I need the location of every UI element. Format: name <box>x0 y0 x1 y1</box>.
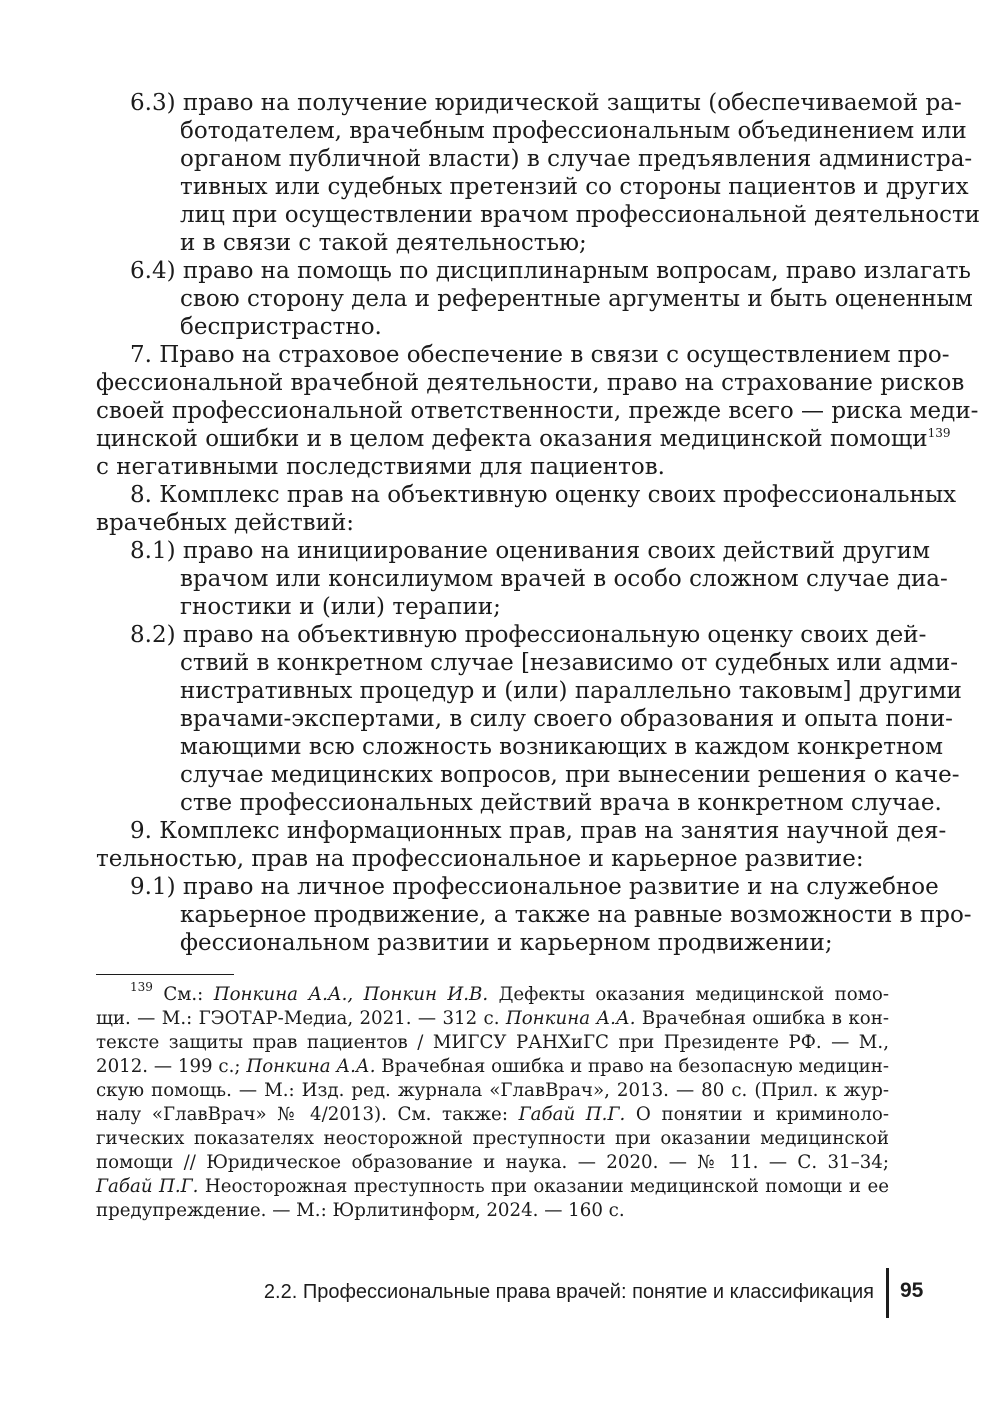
text-line: 6.3) право на получение юридической защиты (обеспечиваемой ра- <box>130 90 962 116</box>
footer-separator <box>886 1268 889 1318</box>
footnote-number: 139 <box>130 980 153 994</box>
footnote-text: См.: <box>163 984 214 1005</box>
footnote-text: Врачебная ошибка в кон- <box>635 1008 889 1029</box>
text-line: ствий в конкретном случае [независимо от судебных или адми- <box>180 650 959 676</box>
text-line: стве профессиональных действий врача в конкретном случае. <box>180 790 942 816</box>
footnote-author: Понкина А.А., Понкин И.В. <box>213 984 489 1005</box>
text-line: 6.4) право на помощь по дисциплинарным вопросам, право излагать <box>130 258 971 284</box>
footnote-line <box>96 1055 889 1079</box>
text-line: тивных или судебных претензий со стороны пациентов и других <box>180 174 969 200</box>
text-line: нистративных процедур и (или) параллельно таковым] другими <box>180 678 962 704</box>
footnote-line <box>130 980 889 1008</box>
footnote-text: Дефекты оказания медицинской помо- <box>488 984 889 1005</box>
footnote-author: Габай П.Г. <box>96 1176 199 1197</box>
footnote-line: тексте защиты прав пациентов / МИГСУ РАНХиГС при Президенте РФ. — М., <box>96 1032 889 1053</box>
text-line: случае медицинских вопросов, при вынесении решения о каче- <box>180 762 960 788</box>
text-line: 8.2) право на объективную профессиональную оценку своих дей- <box>130 622 927 648</box>
footnote-text: Неосторожная преступность при оказании медицинской помощи и ее <box>198 1176 889 1197</box>
text-line: 8. Комплекс прав на объективную оценку своих профессиональных <box>130 482 957 508</box>
footnote-line <box>96 1007 889 1031</box>
text-line: врачом или консилиумом врачей в особо сложном случае диа- <box>180 566 948 592</box>
footnote-text: 2012. — 199 с.; <box>96 1056 247 1077</box>
text-line: 8.1) право на инициирование оценивания своих действий другим <box>130 538 930 564</box>
footnote-reference[interactable]: 139 <box>927 426 951 440</box>
footnote-text: Врачебная ошибка и право на безопасную медицин- <box>375 1056 889 1077</box>
footnote-text: щи. — М.: ГЭОТАР-Медиа, 2021. — 312 с. <box>96 1008 506 1029</box>
footnote-line <box>96 1175 889 1199</box>
footnote-line: помощи // Юридическое образование и наука. — 2020. — № 11. — С. 31–34; <box>96 1152 889 1173</box>
text-line: свою сторону дела и референтные аргументы и быть оцененным <box>180 286 973 312</box>
footnote-line: гических показателях неосторожной преступности при оказании медицинской <box>96 1128 889 1149</box>
text-line: органом публичной власти) в случае предъявления администра- <box>180 146 973 172</box>
text-line: с негативными последствиями для пациентов. <box>96 454 665 480</box>
footnote-line: предупреждение. — М.: Юрлитинформ, 2024. — 160 с. <box>96 1200 625 1221</box>
footnote-text: налу «ГлавВрач» № 4/2013). См. также: <box>96 1104 519 1125</box>
text-line: гностики и (или) терапии; <box>180 594 501 620</box>
text-line: 9.1) право на личное профессиональное развитие и на служебное <box>130 874 939 900</box>
text-line-content: цинской ошибки и в целом дефекта оказания медицинской помощи <box>96 426 928 452</box>
text-line: мающими всю сложность возникающих в каждом конкретном <box>180 734 944 760</box>
text-line: и в связи с такой деятельностью; <box>180 230 587 256</box>
footnote-text: О понятии и криминоло- <box>625 1104 890 1125</box>
running-footer-title: 2.2. Профессиональные права врачей: понятие и классификация <box>263 1281 874 1303</box>
text-line: врачами-экспертами, в силу своего образования и опыта пони- <box>180 706 953 732</box>
text-line: лиц при осуществлении врачом профессиональной деятельности <box>180 202 981 228</box>
footnote-author: Габай П.Г. <box>518 1104 626 1125</box>
text-line: 9. Комплекс информационных прав, прав на занятия научной дея- <box>130 818 947 844</box>
text-line <box>96 425 951 456</box>
text-line: тельностью, прав на профессиональное и карьерное развитие: <box>96 846 864 872</box>
text-line: ботодателем, врачебным профессиональным объединением или <box>180 118 967 144</box>
text-line: фессиональном развитии и карьерном продвижении; <box>180 930 833 956</box>
text-line: фессиональной врачебной деятельности, право на страхование рисков <box>96 370 965 396</box>
text-line: карьерное продвижение, а также на равные возможности в про- <box>180 902 972 928</box>
page-number: 95 <box>900 1279 924 1302</box>
text-line: врачебных действий: <box>96 510 355 536</box>
footnote-author: Понкина А.А. <box>505 1008 636 1029</box>
footnote-line <box>96 1103 889 1127</box>
text-line: беспристрастно. <box>180 314 382 340</box>
footnote-author: Понкина А.А. <box>246 1056 376 1077</box>
footnote-line: скую помощь. — М.: Изд. ред. журнала «ГлавВрач», 2013. — 80 с. (Прил. к жур- <box>96 1080 889 1101</box>
text-line: 7. Право на страховое обеспечение в связи с осуществлением про- <box>130 342 950 368</box>
text-line: своей профессиональной ответственности, прежде всего — риска меди- <box>96 398 979 424</box>
footnote-divider <box>96 974 234 975</box>
